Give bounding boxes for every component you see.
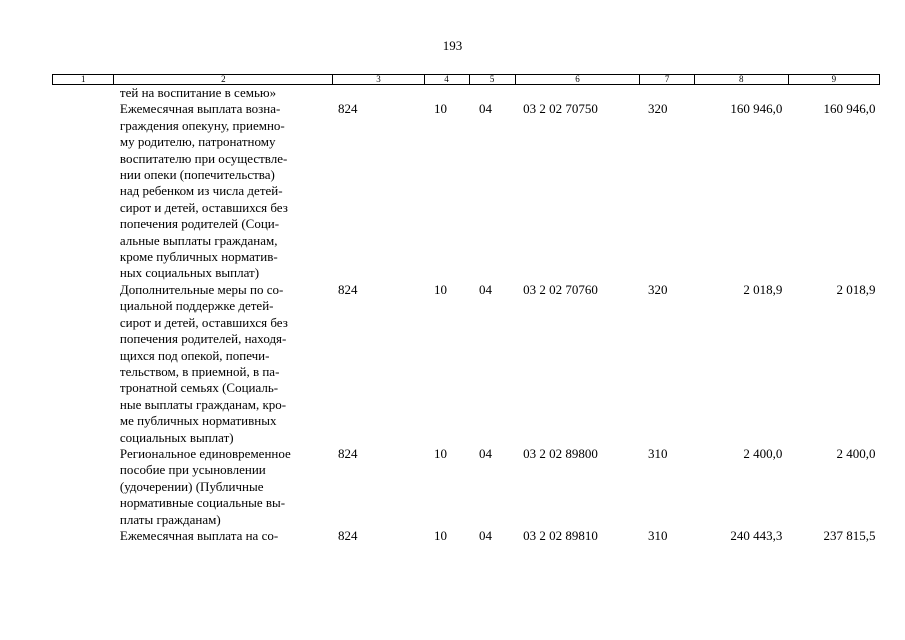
row-name: Региональное единовременное пособие при усыновлении (удочерении) (Публичные нормативные социальные вы- платы гражданам) [119,445,291,527]
row-admin-code: 824 [337,527,358,543]
row-amount-2: 237 815,5 [823,527,876,543]
row-expense-type: 320 [647,101,668,117]
row-admin-code: 824 [337,101,358,117]
row-admin-code: 824 [337,445,358,461]
row-amount-1: 160 946,0 [730,101,783,117]
row-subsection: 04 [479,101,493,117]
row-name: Ежемесячная выплата на со- [119,527,279,543]
row-target-article: 03 2 02 70750 [523,101,598,117]
table-row [53,101,880,281]
column-number-header-row [53,75,880,85]
page-number: 193 [442,38,463,53]
row-expense-type: 310 [647,445,668,461]
row-name: Дополнительные меры по со- циальной поддержке детей- сирот и детей, оставшихся без попечения родителей, находя- щихся под опекой, попечи- тельством, в приемной, в па- тронатной семьях (Социаль- ные выплаты гражданам, кро- ме публичных нормативных социальных выплат) [119,281,288,445]
budget-table [52,74,880,544]
column-number-7: 7 [640,75,694,85]
row-target-article: 03 2 02 70760 [523,281,598,297]
column-number-6: 6 [515,75,640,85]
row-section: 10 [434,445,448,461]
column-number-9: 9 [788,75,879,85]
table-row [53,446,880,528]
row-admin-code: 824 [337,281,358,297]
row-amount-1: 2 400,0 [743,445,783,461]
continuation-text: тей на воспитание в семью» [119,85,277,100]
table-row [53,282,880,446]
row-subsection: 04 [479,445,493,461]
row-subsection: 04 [479,281,493,297]
row-subsection: 04 [479,527,493,543]
continuation-row [53,85,880,102]
column-number-1: 1 [53,75,114,85]
row-section: 10 [434,527,448,543]
row-target-article: 03 2 02 89810 [523,527,598,543]
column-number-4: 4 [424,75,469,85]
row-expense-type: 310 [647,527,668,543]
row-name: Ежемесячная выплата возна- граждения опекуну, приемно- му родителю, патронатному воспитателю при осуществле- нии опеки (попечительства) над ребенком из числа детей- сирот и детей, оставшихся без попечения родителей (Соци- альные выплаты гражданам, кроме публичных норматив- ных социальных выплат) [119,101,288,281]
column-number-3: 3 [333,75,424,85]
row-target-article: 03 2 02 89800 [523,445,598,461]
row-amount-2: 2 018,9 [836,281,876,297]
column-number-5: 5 [469,75,515,85]
table-row [53,528,880,544]
row-section: 10 [434,101,448,117]
row-amount-1: 2 018,9 [743,281,783,297]
row-amount-1: 240 443,3 [730,527,783,543]
row-amount-2: 2 400,0 [836,445,876,461]
column-number-2: 2 [114,75,333,85]
row-section: 10 [434,281,448,297]
column-number-8: 8 [694,75,788,85]
row-expense-type: 320 [647,281,668,297]
row-amount-2: 160 946,0 [823,101,876,117]
